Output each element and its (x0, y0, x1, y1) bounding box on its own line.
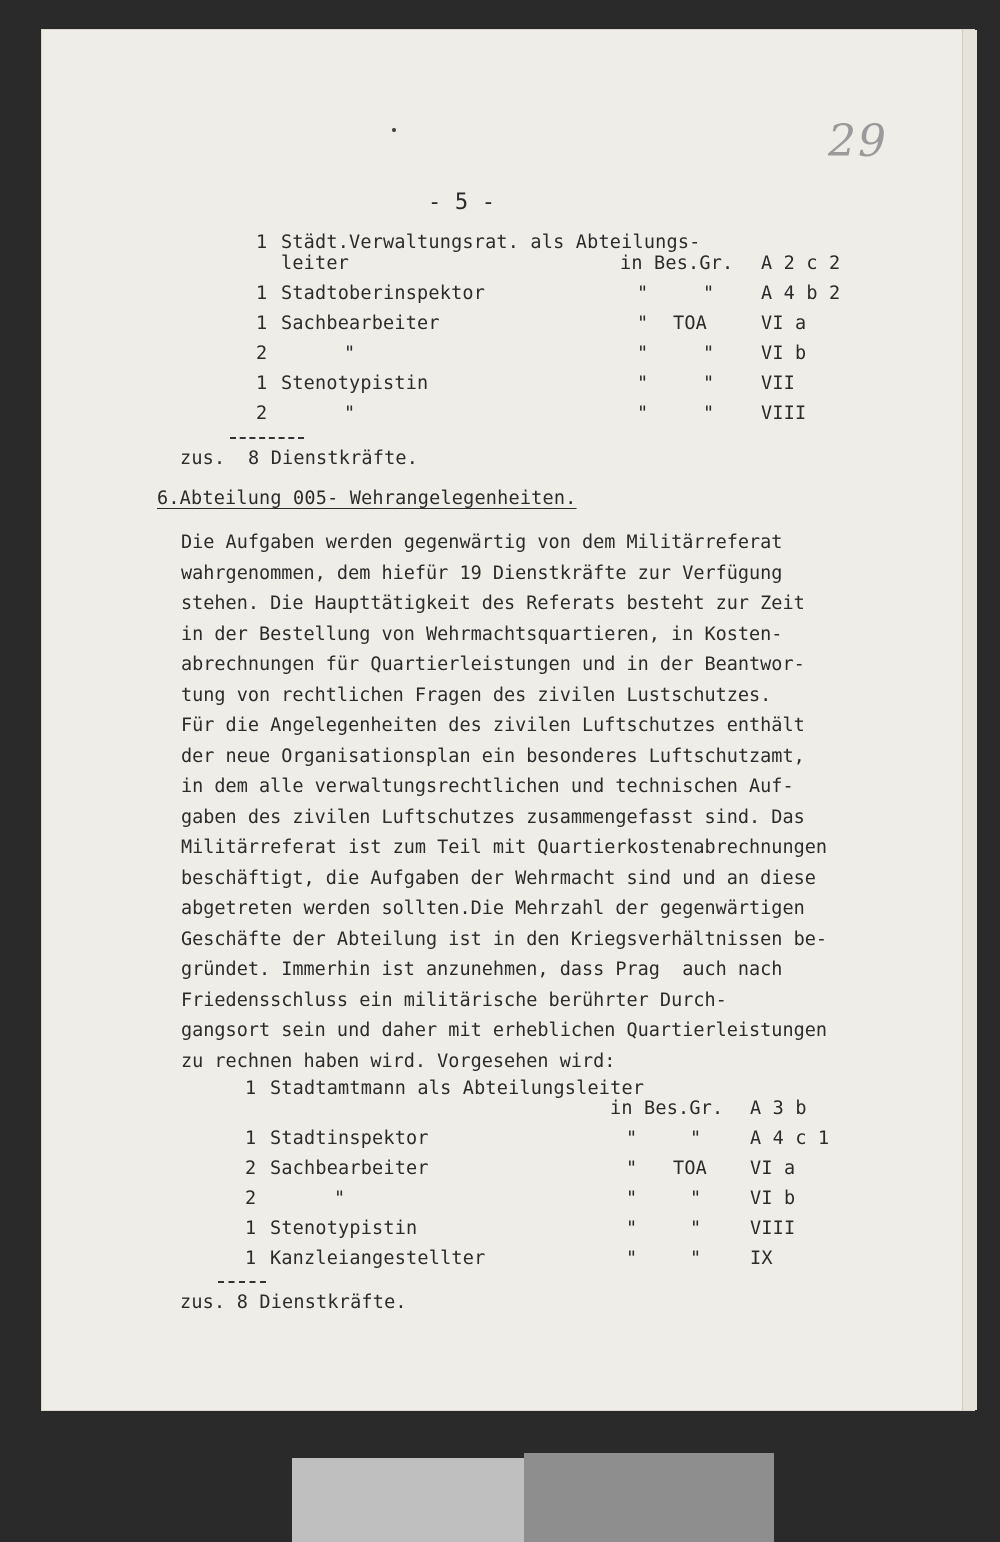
row-title-cont: leiter (281, 253, 350, 274)
row-number: 1 (245, 1218, 257, 1239)
row-column-label: in Bes.Gr. (620, 253, 734, 274)
row-ditto: " (637, 343, 649, 364)
row-ditto: " (626, 1158, 638, 1179)
row-title: Stadtamtmann als Abteilungsleiter (270, 1078, 645, 1099)
row-toa: TOA (673, 313, 708, 334)
row-ditto: " (626, 1248, 638, 1269)
row-grade: IX (750, 1248, 773, 1269)
row-title: Sachbearbeiter (281, 313, 440, 334)
handwritten-page-number: 29 (828, 116, 888, 167)
row-grade: A 3 b (750, 1098, 807, 1119)
section-heading: 6.Abteilung 005- Wehrangelegenheiten. (157, 488, 577, 509)
row-column-label: in Bes.Gr. (610, 1098, 724, 1119)
row-number: 1 (256, 232, 268, 253)
row-grade: A 4 c 1 (750, 1128, 830, 1149)
row-toa: TOA (673, 1158, 708, 1179)
paragraph-line: gründet. Immerhin ist anzunehmen, dass Prag auch nach (181, 959, 783, 980)
row-title: Stadtinspektor (270, 1128, 429, 1149)
body-paragraph (181, 528, 941, 1077)
row-title: Städt.Verwaltungsrat. als Abteilungs- (281, 232, 701, 253)
paragraph-line: in dem alle verwaltungsrechtlichen und technischen Auf- (181, 776, 794, 797)
row-grade: VII (761, 373, 796, 394)
row-ditto: " (690, 1128, 702, 1149)
paragraph-line: zu rechnen haben wird. Vorgesehen wird: (181, 1050, 616, 1072)
row-number: 2 (256, 403, 268, 424)
total-line: zus. 8 Dienstkräfte. (180, 1292, 407, 1313)
row-number: 2 (245, 1188, 257, 1209)
row-ditto: " (703, 373, 715, 394)
paragraph-line: Militärreferat ist zum Teil mit Quartierkostenabrechnungen (181, 837, 828, 858)
paragraph-line: wahrgenommen, dem hiefür 19 Dienstkräfte zur Verfügung (181, 562, 783, 584)
color-calibration-patch-dark (524, 1453, 774, 1542)
row-number: 1 (245, 1128, 257, 1149)
paragraph-line: stehen. Die Haupttätigkeit des Referats besteht zur Zeit (181, 593, 805, 614)
paragraph-line: tung von rechtlichen Fragen des zivilen Lustschutzes. (181, 684, 772, 706)
row-ditto: " (637, 283, 649, 304)
row-title: Stadtoberinspektor (281, 283, 486, 304)
row-grade: VIII (750, 1218, 796, 1239)
row-ditto: " (690, 1218, 702, 1239)
row-grade: A 4 b 2 (761, 283, 841, 304)
row-title: Stenotypistin (281, 373, 429, 394)
page-edge (962, 30, 977, 1410)
row-grade: VIII (761, 403, 807, 424)
row-ditto: " (703, 343, 715, 364)
row-grade: VI b (761, 343, 807, 364)
row-number: 2 (256, 343, 268, 364)
row-number: 2 (245, 1158, 257, 1179)
ink-dot (392, 128, 396, 132)
row-title: " (334, 1188, 346, 1209)
row-ditto: " (637, 373, 649, 394)
paragraph-line: gangsort sein und daher mit erheblichen Quartierleistungen (181, 1020, 828, 1041)
paragraph-line: Geschäfte der Abteilung ist in den Kriegsverhältnissen be- (181, 928, 828, 950)
sum-divider (218, 1281, 266, 1283)
paragraph-line: Für die Angelegenheiten des zivilen Luftschutzes enthält (181, 715, 805, 736)
paragraph-line: Friedensschluss ein militärische berührter Durch- (181, 989, 727, 1011)
page-number: - 5 - (428, 190, 496, 215)
paragraph-line: in der Bestellung von Wehrmachtsquartieren, in Kosten- (181, 623, 783, 645)
color-calibration-patch-light (292, 1458, 524, 1542)
paragraph-line: Die Aufgaben werden gegenwärtig von dem Militärreferat (181, 532, 783, 553)
row-ditto: " (626, 1128, 638, 1149)
row-title: " (344, 343, 356, 364)
row-title: " (344, 403, 356, 424)
sum-divider (230, 437, 304, 439)
paragraph-line: der neue Organisationsplan ein besonderes Luftschutzamt, (181, 745, 805, 767)
row-number: 1 (256, 373, 268, 394)
row-grade: VI a (761, 313, 807, 334)
row-number: 1 (256, 283, 268, 304)
row-number: 1 (256, 313, 268, 334)
row-ditto: " (626, 1188, 638, 1209)
row-ditto: " (690, 1188, 702, 1209)
paragraph-line: abrechnungen für Quartierleistungen und in der Beantwor- (181, 654, 805, 675)
row-ditto: " (637, 313, 649, 334)
paragraph-line: abgetreten werden sollten.Die Mehrzahl der gegenwärtigen (181, 898, 805, 919)
row-number: 1 (245, 1248, 257, 1269)
row-title: Stenotypistin (270, 1218, 418, 1239)
paragraph-line: gaben des zivilen Luftschutzes zusammengefasst sind. Das (181, 806, 805, 828)
row-ditto: " (637, 403, 649, 424)
row-number: 1 (245, 1078, 257, 1099)
row-title: Kanzleiangestellter (270, 1248, 486, 1269)
row-grade: VI a (750, 1158, 796, 1179)
row-ditto: " (703, 403, 715, 424)
total-line: zus. 8 Dienstkräfte. (180, 448, 419, 469)
row-grade: A 2 c 2 (761, 253, 841, 274)
row-title: Sachbearbeiter (270, 1158, 429, 1179)
paragraph-line: beschäftigt, die Aufgaben der Wehrmacht sind und an diese (181, 867, 816, 889)
row-ditto: " (703, 283, 715, 304)
row-grade: VI b (750, 1188, 796, 1209)
row-ditto: " (690, 1248, 702, 1269)
row-ditto: " (626, 1218, 638, 1239)
